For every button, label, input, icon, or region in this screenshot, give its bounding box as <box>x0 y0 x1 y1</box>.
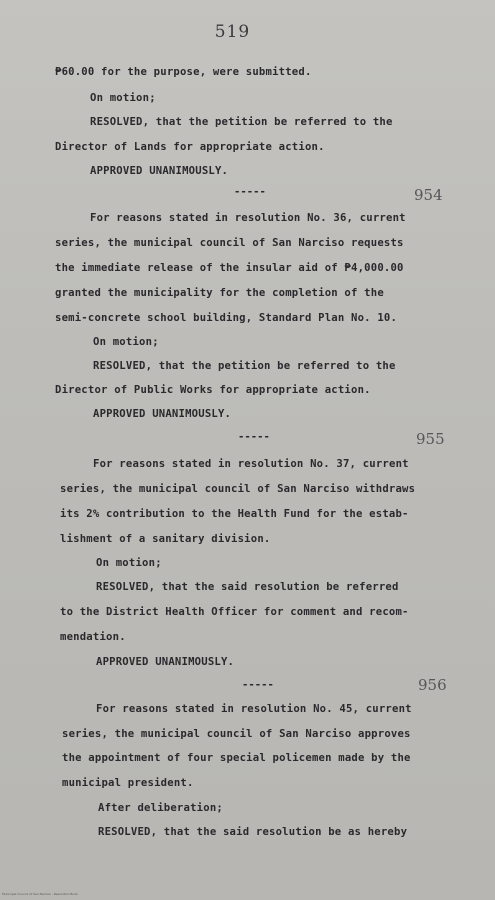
text-line: granted the municipality for the completion of the <box>55 287 384 299</box>
resolution-number: 956 <box>418 676 447 694</box>
separator: ----- <box>242 679 274 691</box>
text-line: For reasons stated in resolution No. 36, current <box>90 212 406 224</box>
text-line: series, the municipal council of San Narciso approves <box>62 728 411 740</box>
scan-footer: Municipal Council of San Narciso - Resolution Book <box>2 892 78 896</box>
text-line: municipal president. <box>62 777 194 789</box>
separator: ----- <box>238 431 270 443</box>
text-line: RESOLVED, that the said resolution be referred <box>96 581 399 593</box>
text-line: RESOLVED, that the said resolution be as hereby <box>98 826 408 838</box>
text-line: semi-concrete school building, Standard Plan No. 10. <box>55 312 398 324</box>
text-line: On motion; <box>96 557 162 569</box>
resolution-number: 954 <box>414 186 443 204</box>
text-line: For reasons stated in resolution No. 37, current <box>93 458 409 470</box>
separator: ----- <box>234 186 266 198</box>
text-line: the immediate release of the insular aid of ₱4,000.00 <box>55 262 404 274</box>
text-line: For reasons stated in resolution No. 45, current <box>96 703 412 715</box>
text-line: Director of Lands for appropriate action. <box>55 141 325 153</box>
text-line: series, the municipal council of San Narciso withdraws <box>60 483 416 495</box>
text-line: APPROVED UNANIMOUSLY. <box>93 408 232 420</box>
text-line: RESOLVED, that the petition be referred to the <box>93 360 396 372</box>
text-line: series, the municipal council of San Narciso requests <box>55 237 404 249</box>
text-line: the appointment of four special policemen made by the <box>62 752 411 764</box>
text-line: lishment of a sanitary division. <box>60 533 271 545</box>
text-line: its 2% contribution to the Health Fund for the estab- <box>60 508 409 520</box>
text-line: After deliberation; <box>98 802 223 814</box>
text-line: mendation. <box>60 631 126 643</box>
resolution-number: 955 <box>416 430 445 448</box>
text-line: to the District Health Officer for comment and recom- <box>60 606 409 618</box>
text-line: APPROVED UNANIMOUSLY. <box>90 165 229 177</box>
text-line: ₱60.00 for the purpose, were submitted. <box>55 66 312 78</box>
text-line: Director of Public Works for appropriate action. <box>55 384 371 396</box>
text-line: On motion; <box>93 336 159 348</box>
text-line: APPROVED UNANIMOUSLY. <box>96 656 235 668</box>
text-line: On motion; <box>90 92 156 104</box>
text-line: RESOLVED, that the petition be referred to the <box>90 116 393 128</box>
page-number: 519 <box>214 22 251 42</box>
